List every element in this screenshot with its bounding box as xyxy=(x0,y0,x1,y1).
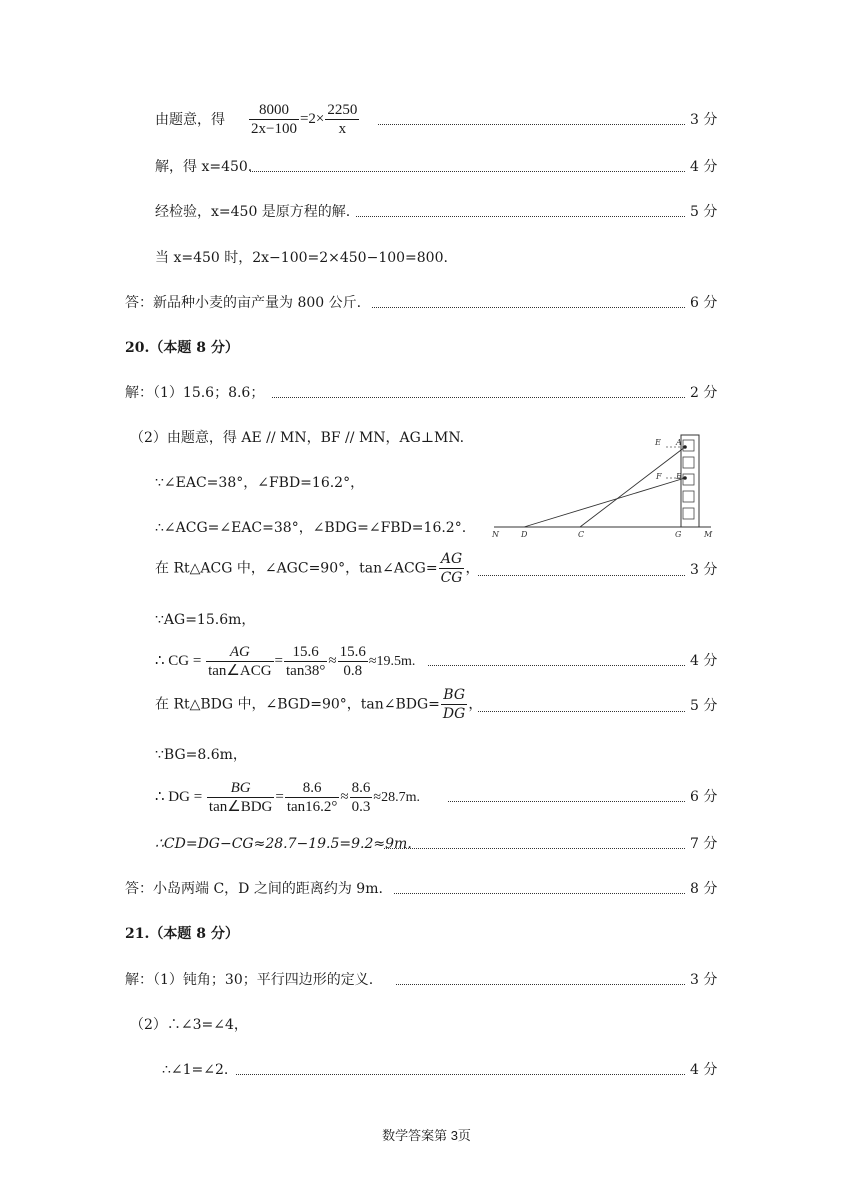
q20-line-8 xyxy=(0,684,853,724)
score: 3 分 xyxy=(690,972,718,988)
label-f: F xyxy=(656,472,662,481)
line-2 xyxy=(0,147,853,187)
q20-line-10 xyxy=(0,779,853,819)
label-m: M xyxy=(704,530,713,539)
solution-text: 解，得 x=450. xyxy=(155,159,253,175)
solution-text: 在 Rt△BDG 中，∠BGD=90°，tan∠BDG= $\frac{BG}{DG}$ ， xyxy=(155,687,483,722)
equation: $\frac{8000}{2x-100}$ =2× $\frac{2250}{x}$ xyxy=(251,102,358,137)
label-d: D xyxy=(521,530,528,539)
equation: ∴ CG = $\frac{AG}{\text{tan∠ACG}}$ = $\frac{15.6}{\tan 38^\circ}$ ≈ $\frac{15.6}{0.8}$ ≈19.5m. xyxy=(155,644,416,679)
eq-label: 由题意，得 xyxy=(155,112,225,128)
fraction: $\frac{AG}{CG}$ xyxy=(440,551,463,586)
line-3 xyxy=(0,192,853,232)
leader-dots xyxy=(478,711,685,712)
label-a: A xyxy=(676,438,682,447)
q20-line-4 xyxy=(0,508,853,548)
score: 8 分 xyxy=(690,881,718,897)
solution-text: （2）由题意，得 AE // MN，BF // MN，AG⊥MN. xyxy=(130,430,465,446)
page-footer: 数学答案第 3页 xyxy=(382,1128,471,1143)
question-title: 21.（本题 8 分） xyxy=(125,926,239,942)
solution-text: ∵∠EAC=38°，∠FBD=16.2°， xyxy=(155,475,365,491)
leader-dots xyxy=(478,575,685,576)
line-4 xyxy=(0,238,853,278)
leader-dots xyxy=(384,848,685,849)
eq-line-1 xyxy=(0,100,853,140)
score: 4 分 xyxy=(690,159,718,175)
solution-text: ∵AG=15.6m， xyxy=(155,612,256,628)
score: 5 分 xyxy=(690,204,718,220)
solution-text: 在 Rt△ACG 中，∠AGC=90°，tan∠ACG= $\frac{AG}{CG}$ ， xyxy=(155,551,480,586)
solution-text: ∴CD=DG−CG≈28.7−19.5=9.2≈9m. xyxy=(155,836,412,852)
equation: ∴ DG = $\frac{BG}{\text{tan∠BDG}}$ = $\frac{8.6}{\tan 16.2^\circ}$ ≈ $\frac{8.6}{0.3}$ ≈28.7m. xyxy=(155,780,420,815)
q21-line-2 xyxy=(0,1005,853,1045)
leader-dots xyxy=(394,893,685,894)
score: 4 分 xyxy=(690,1062,718,1078)
score: 3 分 xyxy=(690,112,718,128)
answer-text: 答：新品种小麦的亩产量为 800 公斤. xyxy=(125,295,362,311)
label-c: C xyxy=(578,530,585,539)
fraction: $\frac{15.6}{0.8}$ xyxy=(339,644,366,679)
fraction: $\frac{8.6}{0.3}$ xyxy=(351,780,371,815)
solution-text: ∴∠1=∠2. xyxy=(162,1062,229,1078)
building xyxy=(681,435,699,527)
q20-line-3 xyxy=(0,463,853,503)
score: 4 分 xyxy=(690,653,718,669)
line-bd xyxy=(524,478,685,527)
q20-line-9 xyxy=(0,735,853,775)
line-5 xyxy=(0,283,853,323)
geometry-figure xyxy=(486,430,716,545)
score: 2 分 xyxy=(690,385,718,401)
score: 6 分 xyxy=(690,789,718,805)
q21-line-3 xyxy=(0,1050,853,1090)
q20-line-6 xyxy=(0,600,853,640)
fraction: $\frac{AG}{\text{tan∠ACG}}$ xyxy=(208,644,272,679)
label-b: B xyxy=(676,472,682,481)
q20-line-12 xyxy=(0,869,853,909)
leader-dots xyxy=(396,984,685,985)
leader-dots xyxy=(372,307,685,308)
q20-line-5 xyxy=(0,548,853,588)
score: 6 分 xyxy=(690,295,718,311)
score: 3 分 xyxy=(690,562,718,578)
fraction: $\frac{8.6}{\tan 16.2^\circ}$ xyxy=(286,780,338,815)
line-ac xyxy=(580,447,685,527)
answer-text: 答：小岛两端 C，D 之间的距离约为 9m. xyxy=(125,881,383,897)
leader-dots xyxy=(378,124,685,125)
leader-dots xyxy=(272,397,685,398)
solution-text: 经检验，x=450 是原方程的解. xyxy=(155,204,351,220)
solution-text: 解：（1）15.6；8.6； xyxy=(125,385,265,401)
solution-text: ∵BG=8.6m， xyxy=(155,747,247,763)
solution-text: ∴∠ACG=∠EAC=38°，∠BDG=∠FBD=16.2°. xyxy=(155,520,467,536)
fraction: $\frac{15.6}{\tan 38^\circ}$ xyxy=(286,644,326,679)
label-g: G xyxy=(675,530,682,539)
solution-text: 解：（1）钝角；30；平行四边形的定义. xyxy=(125,972,374,988)
label-e: E xyxy=(655,438,661,447)
q20-line-2 xyxy=(0,418,853,458)
q21-title xyxy=(0,914,853,954)
leader-dots xyxy=(236,1074,685,1075)
q20-line-11 xyxy=(0,824,853,864)
score: 7 分 xyxy=(690,836,718,852)
label-n: N xyxy=(492,530,499,539)
leader-dots xyxy=(428,665,685,666)
q20-line-1 xyxy=(0,373,853,413)
leader-dots xyxy=(250,171,685,172)
fraction: $\frac{BG}{\text{tan∠BDG}}$ xyxy=(208,780,273,815)
leader-dots xyxy=(448,801,685,802)
fraction: $\frac{8000}{2x-100}$ xyxy=(251,102,297,137)
fraction: $\frac{BG}{DG}$ xyxy=(442,687,466,722)
q20-line-7 xyxy=(0,643,853,683)
solution-text: （2）∴∠3=∠4， xyxy=(130,1017,248,1033)
solution-text: 当 x=450 时，2x−100=2×450−100=800. xyxy=(155,250,448,266)
q20-title xyxy=(0,328,853,368)
fraction: $\frac{2250}{x}$ xyxy=(327,102,358,137)
leader-dots xyxy=(356,216,685,217)
q21-line-1 xyxy=(0,960,853,1000)
score: 5 分 xyxy=(690,698,718,714)
question-title: 20.（本题 8 分） xyxy=(125,340,239,356)
